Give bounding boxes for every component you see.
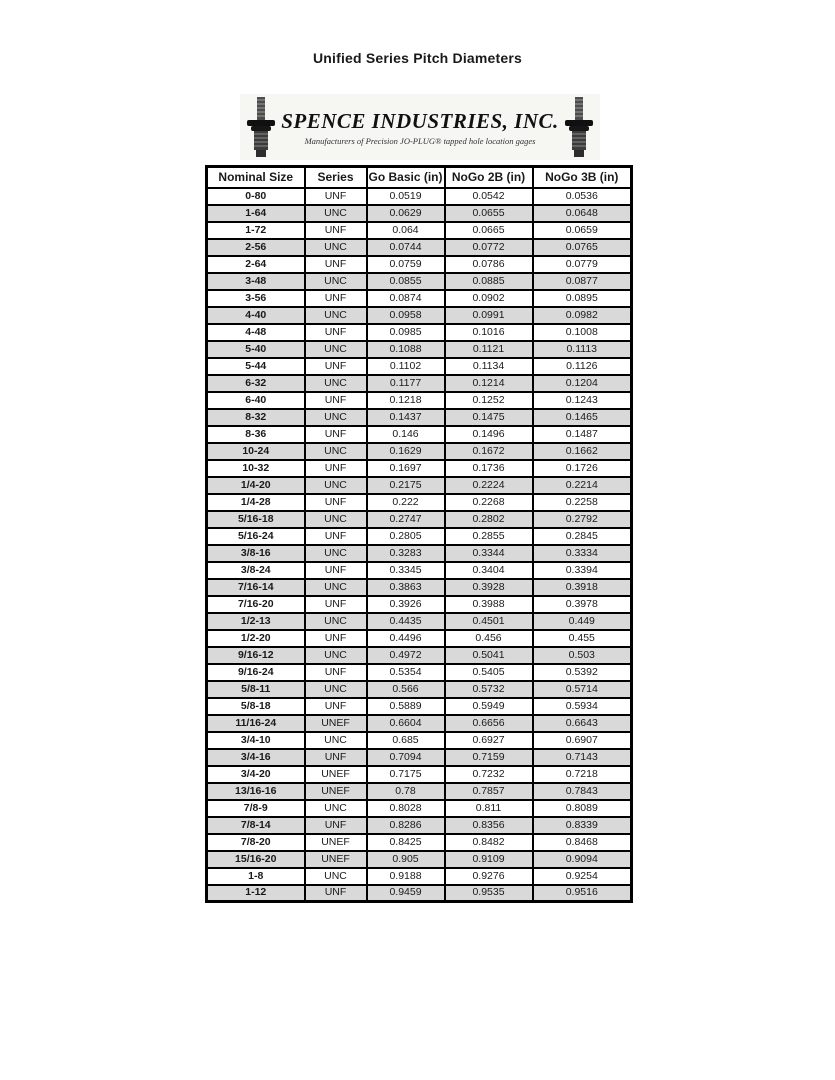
nominal-size-cell: 3/8-24	[207, 562, 305, 579]
nogo-2b-cell: 0.0542	[445, 188, 533, 205]
nogo-3b-cell: 0.7143	[533, 749, 632, 766]
nogo-2b-cell: 0.2224	[445, 477, 533, 494]
table-row	[207, 579, 632, 596]
series-cell: UNC	[305, 477, 367, 494]
page-title: Unified Series Pitch Diameters	[312, 50, 523, 66]
nogo-3b-cell: 0.2845	[533, 528, 632, 545]
go-basic-cell: 0.2175	[367, 477, 445, 494]
go-basic-cell: 0.222	[367, 494, 445, 511]
nogo-2b-cell: 0.0772	[445, 239, 533, 256]
nogo-2b-cell: 0.1134	[445, 358, 533, 375]
nogo-3b-cell: 0.8468	[533, 834, 632, 851]
nogo-2b-cell: 0.1672	[445, 443, 533, 460]
nominal-size-cell: 5/16-24	[207, 528, 305, 545]
nogo-3b-cell: 0.1008	[533, 324, 632, 341]
series-cell: UNF	[305, 324, 367, 341]
table-row	[207, 562, 632, 579]
series-cell: UNC	[305, 409, 367, 426]
nominal-size-cell: 7/8-9	[207, 800, 305, 817]
go-basic-cell: 0.1102	[367, 358, 445, 375]
series-cell: UNF	[305, 630, 367, 647]
go-basic-cell: 0.4435	[367, 613, 445, 630]
nogo-2b-cell: 0.811	[445, 800, 533, 817]
nogo-3b-cell: 0.5714	[533, 681, 632, 698]
nogo-2b-cell: 0.7857	[445, 783, 533, 800]
go-basic-cell: 0.4496	[367, 630, 445, 647]
table-row	[207, 358, 632, 375]
table-row	[207, 307, 632, 324]
nominal-size-cell: 11/16-24	[207, 715, 305, 732]
nogo-2b-cell: 0.3404	[445, 562, 533, 579]
series-cell: UNC	[305, 341, 367, 358]
series-cell: UNF	[305, 290, 367, 307]
nogo-2b-cell: 0.9276	[445, 868, 533, 885]
go-basic-cell: 0.9188	[367, 868, 445, 885]
series-cell: UNC	[305, 647, 367, 664]
go-basic-cell: 0.1177	[367, 375, 445, 392]
go-basic-cell: 0.5354	[367, 664, 445, 681]
nogo-2b-cell: 0.3988	[445, 596, 533, 613]
series-cell: UNC	[305, 613, 367, 630]
nogo-3b-cell: 0.0895	[533, 290, 632, 307]
nogo-2b-cell: 0.0655	[445, 205, 533, 222]
nominal-size-cell: 1-64	[207, 205, 305, 222]
go-basic-cell: 0.2805	[367, 528, 445, 545]
series-cell: UNC	[305, 800, 367, 817]
series-cell: UNF	[305, 256, 367, 273]
nogo-2b-cell: 0.8356	[445, 817, 533, 834]
nogo-3b-cell: 0.1465	[533, 409, 632, 426]
go-basic-cell: 0.566	[367, 681, 445, 698]
table-row	[207, 290, 632, 307]
table-row	[207, 766, 632, 783]
nogo-2b-cell: 0.0885	[445, 273, 533, 290]
table-row	[207, 188, 632, 205]
nogo-2b-cell: 0.1736	[445, 460, 533, 477]
series-cell: UNF	[305, 817, 367, 834]
nogo-2b-cell: 0.1475	[445, 409, 533, 426]
series-cell: UNF	[305, 749, 367, 766]
logo-text-block	[278, 109, 562, 146]
nogo-2b-cell: 0.2802	[445, 511, 533, 528]
nominal-size-cell: 7/16-14	[207, 579, 305, 596]
go-basic-cell: 0.0985	[367, 324, 445, 341]
nominal-size-cell: 1/4-20	[207, 477, 305, 494]
nogo-2b-cell: 0.1214	[445, 375, 533, 392]
header-row	[207, 167, 632, 188]
nominal-size-cell: 2-56	[207, 239, 305, 256]
series-cell: UNF	[305, 596, 367, 613]
go-basic-cell: 0.2747	[367, 511, 445, 528]
go-basic-cell: 0.3863	[367, 579, 445, 596]
nogo-3b-cell: 0.1726	[533, 460, 632, 477]
go-basic-cell: 0.78	[367, 783, 445, 800]
nominal-size-cell: 15/16-20	[207, 851, 305, 868]
nogo-3b-cell: 0.1113	[533, 341, 632, 358]
nominal-size-cell: 8-36	[207, 426, 305, 443]
nominal-size-cell: 1-8	[207, 868, 305, 885]
series-cell: UNC	[305, 545, 367, 562]
series-cell: UNC	[305, 732, 367, 749]
series-cell: UNF	[305, 188, 367, 205]
nogo-2b-cell: 0.5732	[445, 681, 533, 698]
nogo-2b-cell: 0.1121	[445, 341, 533, 358]
nogo-2b-cell: 0.0665	[445, 222, 533, 239]
table-row	[207, 851, 632, 868]
nogo-2b-cell: 0.2855	[445, 528, 533, 545]
nominal-size-cell: 5-44	[207, 358, 305, 375]
nominal-size-cell: 10-24	[207, 443, 305, 460]
nominal-size-cell: 4-48	[207, 324, 305, 341]
table-row	[207, 630, 632, 647]
table-row	[207, 681, 632, 698]
column-header-go-basic: Go Basic (in)	[367, 167, 445, 188]
table-row	[207, 800, 632, 817]
nominal-size-cell: 2-64	[207, 256, 305, 273]
series-cell: UNEF	[305, 715, 367, 732]
nominal-size-cell: 6-40	[207, 392, 305, 409]
go-basic-cell: 0.0759	[367, 256, 445, 273]
nominal-size-cell: 7/16-20	[207, 596, 305, 613]
nogo-3b-cell: 0.1126	[533, 358, 632, 375]
series-cell: UNC	[305, 511, 367, 528]
go-basic-cell: 0.8028	[367, 800, 445, 817]
nogo-3b-cell: 0.0659	[533, 222, 632, 239]
nogo-2b-cell: 0.7159	[445, 749, 533, 766]
table-row	[207, 885, 632, 902]
go-basic-cell: 0.1697	[367, 460, 445, 477]
series-cell: UNF	[305, 460, 367, 477]
table-row	[207, 426, 632, 443]
nominal-size-cell: 3/4-20	[207, 766, 305, 783]
go-basic-cell: 0.7175	[367, 766, 445, 783]
go-basic-cell: 0.6604	[367, 715, 445, 732]
table-row	[207, 460, 632, 477]
column-header-nogo-2b: NoGo 2B (in)	[445, 167, 533, 188]
series-cell: UNC	[305, 443, 367, 460]
go-basic-cell: 0.0629	[367, 205, 445, 222]
series-cell: UNF	[305, 494, 367, 511]
table-row	[207, 834, 632, 851]
nogo-3b-cell: 0.449	[533, 613, 632, 630]
nominal-size-cell: 1/2-20	[207, 630, 305, 647]
table-row	[207, 392, 632, 409]
go-basic-cell: 0.5889	[367, 698, 445, 715]
nominal-size-cell: 4-40	[207, 307, 305, 324]
nominal-size-cell: 9/16-12	[207, 647, 305, 664]
nogo-3b-cell: 0.503	[533, 647, 632, 664]
nogo-3b-cell: 0.1487	[533, 426, 632, 443]
table-body	[207, 188, 632, 902]
nogo-3b-cell: 0.5392	[533, 664, 632, 681]
go-basic-cell: 0.3926	[367, 596, 445, 613]
nogo-3b-cell: 0.0779	[533, 256, 632, 273]
series-cell: UNEF	[305, 766, 367, 783]
nominal-size-cell: 13/16-16	[207, 783, 305, 800]
go-basic-cell: 0.905	[367, 851, 445, 868]
table-row	[207, 817, 632, 834]
table-row	[207, 528, 632, 545]
go-basic-cell: 0.8425	[367, 834, 445, 851]
series-cell: UNC	[305, 868, 367, 885]
go-basic-cell: 0.0744	[367, 239, 445, 256]
nogo-2b-cell: 0.2268	[445, 494, 533, 511]
series-cell: UNF	[305, 392, 367, 409]
series-cell: UNC	[305, 273, 367, 290]
series-cell: UNF	[305, 426, 367, 443]
series-cell: UNC	[305, 579, 367, 596]
go-basic-cell: 0.3345	[367, 562, 445, 579]
nominal-size-cell: 9/16-24	[207, 664, 305, 681]
series-cell: UNF	[305, 358, 367, 375]
table-row	[207, 749, 632, 766]
nogo-3b-cell: 0.2214	[533, 477, 632, 494]
nogo-3b-cell: 0.0648	[533, 205, 632, 222]
go-basic-cell: 0.146	[367, 426, 445, 443]
nogo-3b-cell: 0.9516	[533, 885, 632, 902]
go-basic-cell: 0.9459	[367, 885, 445, 902]
nogo-3b-cell: 0.6907	[533, 732, 632, 749]
nominal-size-cell: 1-12	[207, 885, 305, 902]
go-basic-cell: 0.0519	[367, 188, 445, 205]
nogo-3b-cell: 0.7843	[533, 783, 632, 800]
go-basic-cell: 0.685	[367, 732, 445, 749]
series-cell: UNEF	[305, 783, 367, 800]
nogo-3b-cell: 0.1204	[533, 375, 632, 392]
series-cell: UNF	[305, 698, 367, 715]
nogo-3b-cell: 0.8339	[533, 817, 632, 834]
nogo-2b-cell: 0.6927	[445, 732, 533, 749]
nogo-2b-cell: 0.0786	[445, 256, 533, 273]
go-basic-cell: 0.4972	[367, 647, 445, 664]
nominal-size-cell: 5/8-18	[207, 698, 305, 715]
go-basic-cell: 0.1218	[367, 392, 445, 409]
series-cell: UNF	[305, 562, 367, 579]
table-row	[207, 375, 632, 392]
nominal-size-cell: 3/4-16	[207, 749, 305, 766]
series-cell: UNEF	[305, 851, 367, 868]
table-row	[207, 783, 632, 800]
company-tagline: Manufacturers of Precision JO-PLUG® tapped hole location gages	[304, 135, 536, 146]
table-row	[207, 477, 632, 494]
go-basic-cell: 0.1088	[367, 341, 445, 358]
company-name: SPENCE INDUSTRIES, INC.	[281, 108, 559, 133]
go-basic-cell: 0.8286	[367, 817, 445, 834]
nogo-3b-cell: 0.8089	[533, 800, 632, 817]
nominal-size-cell: 0-80	[207, 188, 305, 205]
go-basic-cell: 0.0958	[367, 307, 445, 324]
nominal-size-cell: 7/8-20	[207, 834, 305, 851]
go-basic-cell: 0.0874	[367, 290, 445, 307]
nogo-2b-cell: 0.3928	[445, 579, 533, 596]
nominal-size-cell: 5/16-18	[207, 511, 305, 528]
nogo-3b-cell: 0.455	[533, 630, 632, 647]
go-basic-cell: 0.7094	[367, 749, 445, 766]
nogo-2b-cell: 0.4501	[445, 613, 533, 630]
nogo-3b-cell: 0.2792	[533, 511, 632, 528]
table-row	[207, 715, 632, 732]
table-row	[207, 409, 632, 426]
nogo-2b-cell: 0.0902	[445, 290, 533, 307]
series-cell: UNF	[305, 885, 367, 902]
table-row	[207, 341, 632, 358]
nominal-size-cell: 1/4-28	[207, 494, 305, 511]
go-basic-cell: 0.3283	[367, 545, 445, 562]
go-basic-cell: 0.064	[367, 222, 445, 239]
nogo-2b-cell: 0.5949	[445, 698, 533, 715]
thread-plug-gage-icon	[244, 96, 278, 158]
nogo-3b-cell: 0.0982	[533, 307, 632, 324]
series-cell: UNC	[305, 239, 367, 256]
series-cell: UNC	[305, 205, 367, 222]
nominal-size-cell: 8-32	[207, 409, 305, 426]
table-row	[207, 664, 632, 681]
nogo-3b-cell: 0.9094	[533, 851, 632, 868]
nogo-2b-cell: 0.3344	[445, 545, 533, 562]
table-row	[207, 596, 632, 613]
go-basic-cell: 0.1437	[367, 409, 445, 426]
pitch-diameters-table	[205, 165, 633, 903]
nogo-2b-cell: 0.7232	[445, 766, 533, 783]
table-row	[207, 273, 632, 290]
nogo-3b-cell: 0.3918	[533, 579, 632, 596]
thread-plug-gage-icon	[562, 96, 596, 158]
series-cell: UNC	[305, 681, 367, 698]
series-cell: UNC	[305, 307, 367, 324]
nogo-2b-cell: 0.0991	[445, 307, 533, 324]
nogo-3b-cell: 0.7218	[533, 766, 632, 783]
nogo-3b-cell: 0.6643	[533, 715, 632, 732]
nogo-3b-cell: 0.3394	[533, 562, 632, 579]
nominal-size-cell: 3-48	[207, 273, 305, 290]
column-header-nogo-3b: NoGo 3B (in)	[533, 167, 632, 188]
table-row	[207, 494, 632, 511]
nogo-3b-cell: 0.5934	[533, 698, 632, 715]
nogo-3b-cell: 0.1662	[533, 443, 632, 460]
table-row	[207, 511, 632, 528]
nominal-size-cell: 5/8-11	[207, 681, 305, 698]
nominal-size-cell: 7/8-14	[207, 817, 305, 834]
nogo-3b-cell: 0.2258	[533, 494, 632, 511]
nogo-3b-cell: 0.3978	[533, 596, 632, 613]
table-row	[207, 222, 632, 239]
nominal-size-cell: 6-32	[207, 375, 305, 392]
nominal-size-cell: 10-32	[207, 460, 305, 477]
table-row	[207, 324, 632, 341]
nogo-3b-cell: 0.0536	[533, 188, 632, 205]
nogo-2b-cell: 0.9535	[445, 885, 533, 902]
nominal-size-cell: 1-72	[207, 222, 305, 239]
table-row	[207, 732, 632, 749]
nogo-2b-cell: 0.1016	[445, 324, 533, 341]
nogo-3b-cell: 0.3334	[533, 545, 632, 562]
column-header-nominal-size: Nominal Size	[207, 167, 305, 188]
column-header-series: Series	[305, 167, 367, 188]
table-row	[207, 545, 632, 562]
table-row	[207, 256, 632, 273]
table-row	[207, 443, 632, 460]
nogo-3b-cell: 0.9254	[533, 868, 632, 885]
nogo-2b-cell: 0.5405	[445, 664, 533, 681]
nogo-3b-cell: 0.0765	[533, 239, 632, 256]
nogo-2b-cell: 0.1252	[445, 392, 533, 409]
series-cell: UNC	[305, 375, 367, 392]
nominal-size-cell: 3/4-10	[207, 732, 305, 749]
nogo-2b-cell: 0.8482	[445, 834, 533, 851]
nominal-size-cell: 3/8-16	[207, 545, 305, 562]
nominal-size-cell: 5-40	[207, 341, 305, 358]
table-header	[207, 167, 632, 188]
go-basic-cell: 0.1629	[367, 443, 445, 460]
nogo-2b-cell: 0.5041	[445, 647, 533, 664]
table-row	[207, 647, 632, 664]
nogo-3b-cell: 0.0877	[533, 273, 632, 290]
nominal-size-cell: 1/2-13	[207, 613, 305, 630]
series-cell: UNF	[305, 664, 367, 681]
series-cell: UNF	[305, 528, 367, 545]
go-basic-cell: 0.0855	[367, 273, 445, 290]
table-row	[207, 698, 632, 715]
nogo-3b-cell: 0.1243	[533, 392, 632, 409]
nogo-2b-cell: 0.1496	[445, 426, 533, 443]
nogo-2b-cell: 0.456	[445, 630, 533, 647]
table-row	[207, 239, 632, 256]
company-logo-banner	[240, 94, 600, 160]
nogo-2b-cell: 0.9109	[445, 851, 533, 868]
nominal-size-cell: 3-56	[207, 290, 305, 307]
series-cell: UNEF	[305, 834, 367, 851]
series-cell: UNF	[305, 222, 367, 239]
table-row	[207, 613, 632, 630]
nogo-2b-cell: 0.6656	[445, 715, 533, 732]
table-row	[207, 205, 632, 222]
table-row	[207, 868, 632, 885]
